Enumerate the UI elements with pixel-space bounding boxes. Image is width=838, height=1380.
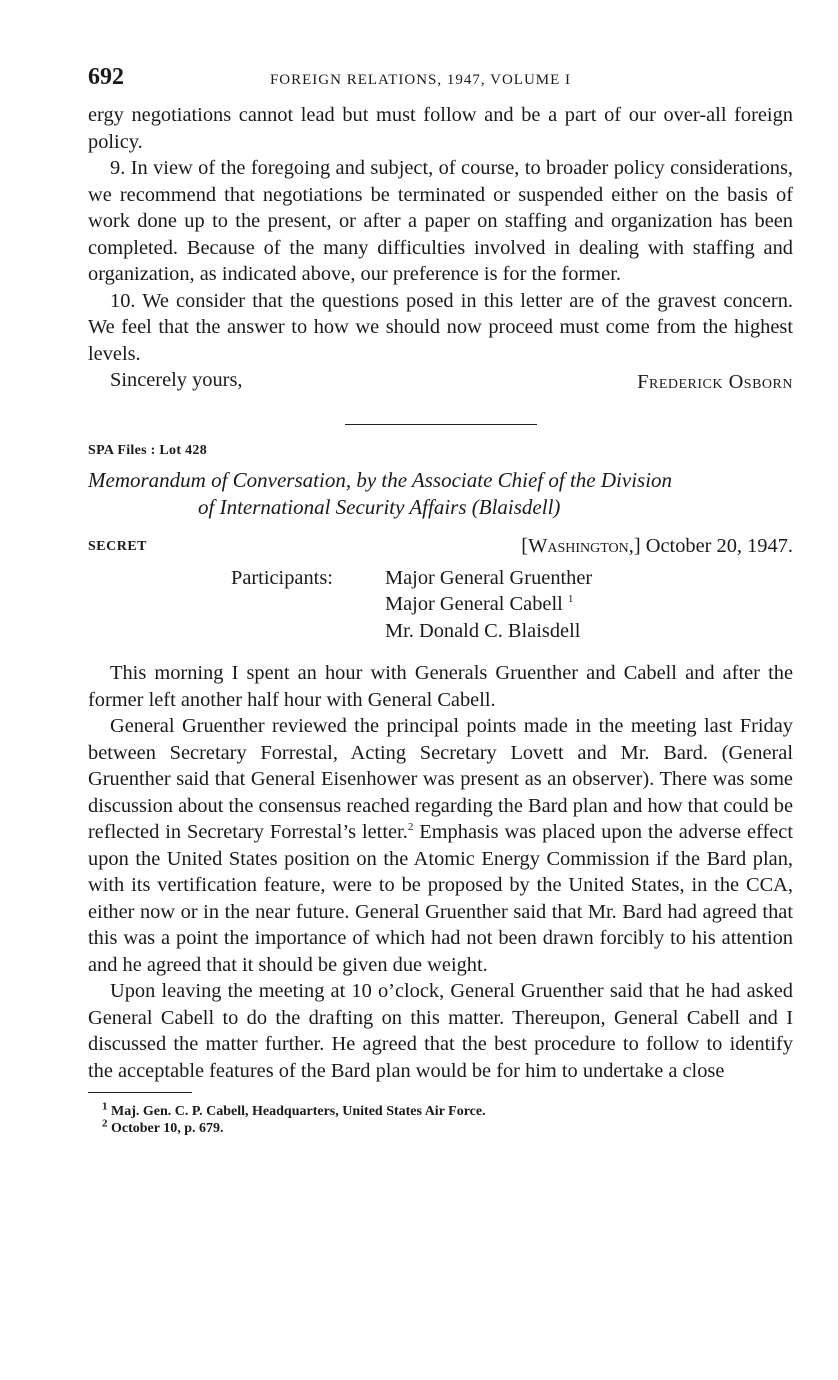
memo-paragraph-text: General Gruenther reviewed the principal points made in the meeting last Friday between Secretary Forrestal, Acting Secretary Lovett and Mr. Bard. (General Gruenther said that General Eisenhower was present as an observer). There was some discussion about the consensus reached regarding the Bard plan and how that could be reflected in Secretary Forrestal’s letter.	[88, 715, 793, 843]
footnote-text: Maj. Gen. C. P. Cabell, Headquarters, United States Air Force.	[111, 1104, 486, 1119]
memo-date	[521, 535, 793, 558]
memo-paragraph	[88, 713, 793, 978]
classification-marking: SECRET	[88, 538, 148, 554]
participant-name: Major General Gruenther	[385, 566, 593, 589]
footnote-divider	[88, 1092, 192, 1093]
memo-paragraph-text: Emphasis was placed upon the adverse effect upon the United States position on the Atomic Energy Commission if the Bard plan, with its vertification feature, were to be proposed by the United States, in the CCA, either now or in the near future. General Gruenther said that Mr. Bard had agreed that this was a point the importance of which had not been drawn forcibly to his attention and he agreed that it should be given due weight.	[88, 821, 794, 976]
letter-closing: Sincerely yours,	[110, 369, 243, 391]
letter-paragraph: 9. In view of the foregoing and subject, of course, to broader policy considerations, we recommend that negotiations be terminated or suspended either on the basis of work done up to the present, or after a paper on staffing and organization has been completed. Because of the many difficulties involved in dealing with staffing and organization, as indicated above, our preference is for the former.	[88, 157, 793, 285]
memo-place: [Washington,]	[521, 534, 641, 557]
memo-dateline	[88, 535, 793, 561]
letter-signoff	[88, 367, 793, 396]
letter-paragraph: ergy negotiations cannot lead but must follow and be a part of our over-all foreign policy.	[88, 104, 793, 153]
footnote-mark: 2	[102, 1117, 108, 1130]
footnote-reference[interactable]: 2	[407, 821, 414, 834]
page-number: 692	[88, 64, 124, 90]
footnotes	[88, 1100, 793, 1137]
memo-title	[88, 467, 793, 521]
participants-list	[385, 565, 592, 645]
participant-name: Mr. Donald C. Blaisdell	[385, 619, 581, 642]
source-citation: SPA Files : Lot 428	[88, 442, 207, 458]
footnote	[102, 1100, 793, 1120]
page-header	[88, 62, 793, 102]
letter-signer: Frederick Osborn	[637, 371, 793, 393]
section-divider	[345, 424, 537, 425]
footnote-mark: 1	[102, 1100, 108, 1113]
footnote-reference[interactable]: 1	[567, 593, 574, 606]
memo-title-line: Memorandum of Conversation, by the Associate Chief of the Division	[88, 467, 673, 492]
memo-body	[88, 660, 793, 1084]
letter-paragraph: 10. We consider that the questions posed in this letter are of the gravest concern. We feel that the answer to how we should now proceed must come from the highest levels.	[88, 289, 793, 365]
footnote-text: October 10, p. 679.	[111, 1121, 224, 1136]
memo-paragraph: Upon leaving the meeting at 10 o’clock, General Gruenther said that he had asked General Cabell to do the drafting on this matter. Thereupon, General Cabell and I discussed the matter further. He agreed that the best procedure to follow to identify the acceptable features of the Bard plan would be for him to undertake a close	[88, 980, 793, 1082]
footnote	[102, 1117, 793, 1137]
participant-name: Major General Cabell	[385, 593, 563, 615]
participants-block	[231, 565, 793, 645]
participant-entry	[385, 591, 592, 618]
memo-date-text: October 20, 1947.	[645, 534, 793, 557]
letter-continuation	[88, 102, 793, 367]
memo-title-line: of International Security Affairs (Blaisdell)	[198, 494, 561, 519]
participants-label: Participants:	[231, 566, 333, 589]
memo-paragraph: This morning I spent an hour with Generals Gruenther and Cabell and after the former left another half hour with General Cabell.	[88, 662, 793, 711]
running-head: FOREIGN RELATIONS, 1947, VOLUME I	[269, 72, 572, 88]
document-page	[88, 62, 793, 1137]
